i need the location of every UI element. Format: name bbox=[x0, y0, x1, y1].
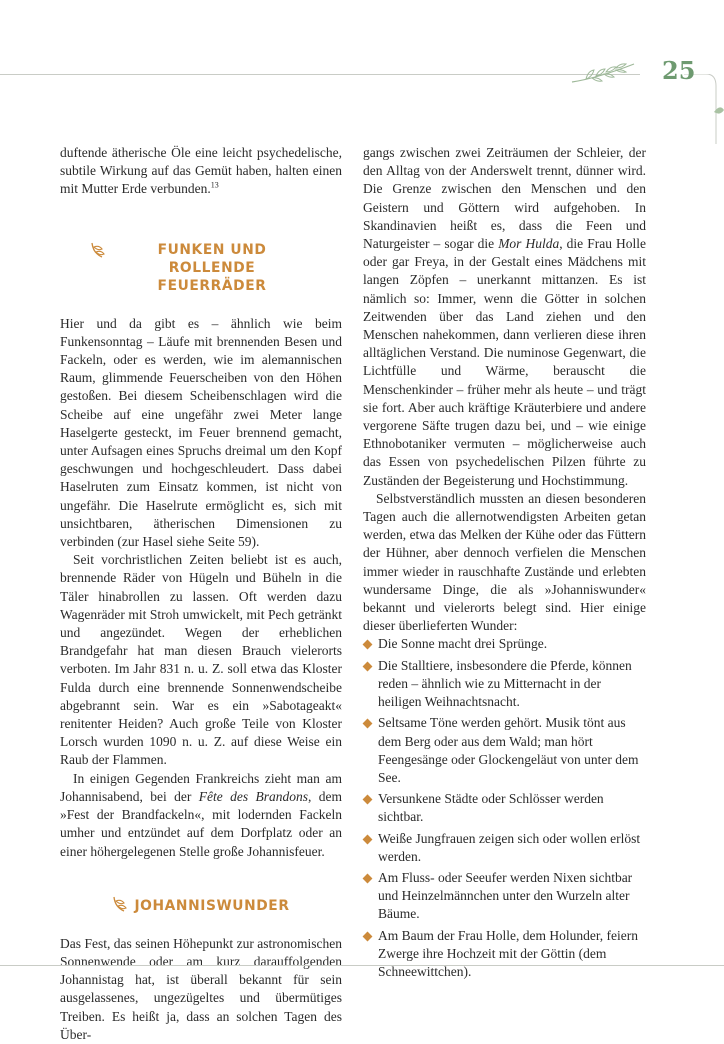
list-item: Versunkene Städte oder Schlösser werden sichtbar. bbox=[363, 790, 646, 826]
list-item: Die Stalltiere, insbesondere die Pferde, können reden – ähnlich wie zu Mitternacht in der heiligen Weihnachtsnacht. bbox=[363, 657, 646, 712]
diamond-bullet-icon bbox=[363, 873, 373, 883]
wonders-list bbox=[363, 635, 646, 981]
list-item: Die Sonne macht drei Sprünge. bbox=[363, 635, 646, 653]
herb-leaf-icon bbox=[112, 895, 128, 913]
paragraph: Seit vorchristlichen Zeiten beliebt ist es auch, brennende Räder von Hügeln und Büheln in die Täler hinabrollen zu lassen. Oft werden dazu Wagenräder mit Stroh umwickelt, mit Pech getränkt und angezündet. Wegen der erheblichen Brandgefahr hat man diesen Brauch vielerorts verboten. Im Jahr 831 n. u. Z. soll etwa das Kloster Fulda durch eine brennende Sonnenwendscheibe abgebrannt sein. War es ein »Sabotageakt« renitenter Heiden? Auch große Teile von Kloster Lorsch wurden 1090 n. u. Z. auf diese Weise ein Raub der Flammen. bbox=[60, 552, 342, 768]
left-column bbox=[60, 144, 342, 1044]
diamond-bullet-icon bbox=[363, 640, 373, 650]
top-rule bbox=[0, 74, 640, 75]
paragraph: Hier und da gibt es – ähnlich wie beim Funkensonntag – Läufe mit brennenden Besen und Fackeln, oder es werden, wie im alemannischen Raum, glimmende Feuerscheiben von den Höhen gestoßen. Bei diesem Scheibenschlagen wird die Scheibe auf eine ungefähr zwei Meter lange Haselgerte gesteckt, im Feuer brennend gemacht, unter Aufsagen eines Spruchs dreimal um den Kopf geschwungen und hochgeschleudert. Dass dabei Haselruten zum Einsatz kommen, ist nicht von ungefähr. Die Haselrute ermöglicht es, sich mit unsichtbaren, ätherischen Dimensionen zu verbinden (zur Hasel siehe Seite 59). bbox=[60, 315, 342, 550]
diamond-bullet-icon bbox=[363, 931, 373, 941]
section-heading: FUNKEN UND ROLLENDE FEUERRÄDER bbox=[60, 241, 342, 295]
page-number: 25 bbox=[662, 56, 696, 85]
herb-leaf-icon bbox=[90, 241, 106, 259]
section-heading: JOHANNISWUNDER bbox=[60, 895, 342, 915]
diamond-bullet-icon bbox=[363, 795, 373, 805]
diamond-bullet-icon bbox=[363, 719, 373, 729]
paragraph: In einigen Gegenden Frankreichs zieht man am Johannisabend, bei der Fête des Brandons, dem »Fest der Brandfackeln«, mit lodernden Fackeln umher und entzündet auf dem Dorfplatz oder an einer höhergelegenen Stelle große Johannisfeuer. bbox=[60, 770, 343, 859]
right-column bbox=[363, 144, 646, 984]
list-item: Seltsame Töne werden gehört. Musik tönt aus dem Berg oder aus dem Wald; man hört Feengesänge oder Glockengeläut von unter dem See. bbox=[363, 714, 646, 787]
leaf-sprig-icon bbox=[568, 56, 638, 88]
list-item: Am Baum der Frau Holle, dem Holunder, feiern Zwerge ihre Hochzeit mit der Göttin (dem Schneewittchen). bbox=[363, 927, 646, 982]
paragraph: gangs zwischen zwei Zeiträumen der Schleier, der den Alltag von der Anderswelt trennt, dünner wird. Die Grenze zwischen den Menschen und den Geistern und Göttern wird aufgehoben. In Skandinavien heißt es, dass die Feen und Naturgeister – sogar die Mor Hulda, die Frau Holle oder gar Freya, in der Gestalt eines Mädchens mit langen Zöpfen – unerkannt mittanzen. Es ist nämlich so: Immer, wenn die Götter in solchen Zeitwenden über das Land ziehen und den Menschen nahekommen, dann verlieren diese ihren alltäglichen Verstand. Die numinose Gegenwart, die Lichtfülle und Wärme, berauscht die Menschenkinder – früher mehr als heute – und trägt sie fort. Aber auch kräftige Kräuterbiere und andere vergorene Säfte trugen dazu bei, und – wie einige Ethnobotaniker vermuten – möglicherweise auch das Essen von psychedelischen Pilzen führte zu Zuständen der Begeisterung und Hochstimmung. bbox=[363, 145, 647, 488]
diamond-bullet-icon bbox=[363, 834, 373, 844]
diamond-bullet-icon bbox=[363, 661, 373, 671]
list-item: Am Fluss- oder Seeufer werden Nixen sichtbar und Heinzelmännchen unter den Wurzeln alter Bäume. bbox=[363, 869, 646, 924]
paragraph: Das Fest, das seinen Höhepunkt zur astronomischen Sonnenwende oder am kurz darauffolgenden Johannistag hat, ist überall bekannt für sein ausgelassenes, ungezügeltes und übermütiges Treiben. Es heißt ja, dass an solchen Tagen des Über- bbox=[60, 935, 342, 1042]
list-item: Weiße Jungfrauen zeigen sich oder wollen erlöst werden. bbox=[363, 830, 646, 866]
bottom-rule bbox=[0, 965, 724, 966]
footnote-ref: 13 bbox=[210, 180, 219, 190]
paragraph: Selbstverständlich mussten an diesen besonderen Tagen auch die allernotwendigsten Arbeiten getan werden, etwa das Melken der Kühe oder das Füttern der Hühner, aber dennoch verfielen die Menschen immer wieder in rauschhafte Zustände und erlebten wundersame Dinge, die als »Johanniswunder« bekannt und vielerorts belegt sind. Hier einige dieser überlieferten Wunder: bbox=[363, 490, 646, 634]
paragraph: duftende ätherische Öle eine leicht psychedelische, subtile Wirkung auf das Gemüt haben, halten einen mit Mutter Erde verbunden.$^{13}$ bbox=[60, 145, 342, 197]
